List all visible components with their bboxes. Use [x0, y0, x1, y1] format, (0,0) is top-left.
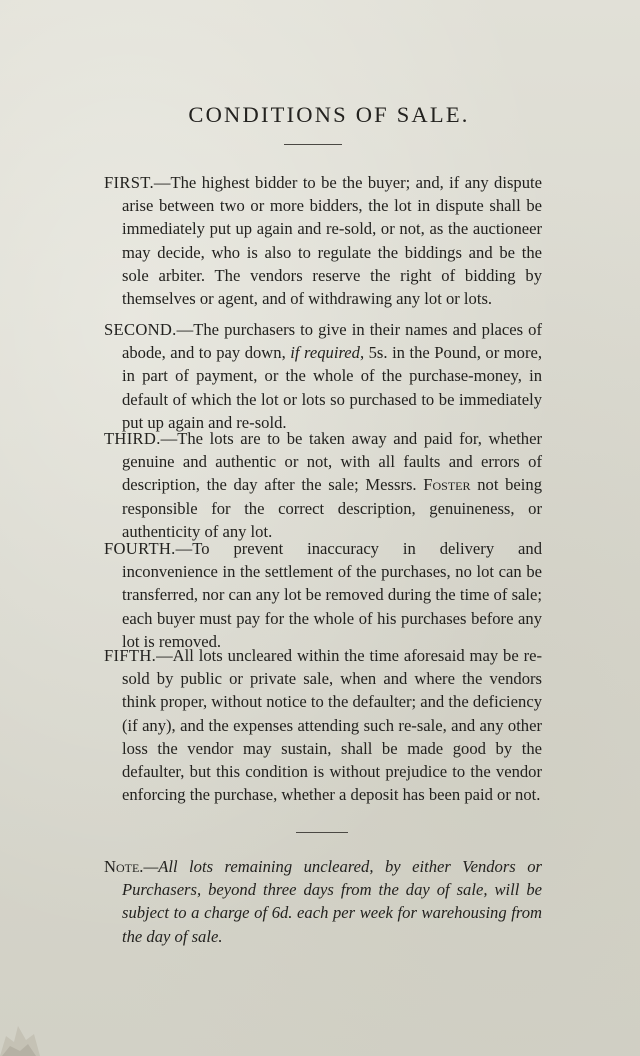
condition-first: [104, 171, 542, 310]
condition-text: not being responsible for the correct description, genuineness, or authenticity of any lot.: [122, 475, 542, 541]
condition-text: —The lots are to be taken away and paid for, whether genuine and authentic or not, with all faults and errors of description, the day after the sale; Messrs.: [122, 429, 542, 495]
condition-heading: FIRST.: [104, 173, 154, 192]
condition-third: [104, 427, 542, 543]
condition-text: —The highest bidder to be the buyer; and, if any dispute arise between two or more bidders, the lot in dispute shall be immediately put up again and re-sold, or not, as the auctioneer may decide, who is also to regulate the biddings and be the sole arbiter. The vendors reserve the right of bidding by themselves or agent, and of withdrawing any lot or lots.: [122, 173, 542, 309]
condition-fifth: [104, 644, 542, 806]
note-divider: [296, 832, 348, 833]
condition-fourth: [104, 537, 542, 653]
condition-text-italic: if required: [290, 343, 360, 363]
condition-text: , 5s. in the Pound, or more, in part of payment, or the whole of the purchase-money, in default of which the lot or lots so purchased to be immediately put up again and re-sold.: [122, 343, 542, 432]
auctioneer-name: Foster: [423, 475, 471, 495]
condition-text: —All lots uncleared within the time aforesaid may be re-sold by public or private sale, when and where the vendors think proper, without notice to the defaulter; and the deficiency (if any), and the expenses attending such re-sale, and any other loss the vendor may sustain, shall be made good by the defaulter, but this condition is without prejudice to the vendor enforcing the purchase, whether a deposit has been paid or not.: [122, 646, 542, 805]
condition-text: —To prevent inaccuracy in delivery and inconvenience in the settlement of the purchases, no lot can be transferred, nor can any lot be removed during the time of sale; each buyer must pay for the whole of his purchases before any lot is removed.: [122, 539, 542, 651]
condition-heading: FIFTH.: [104, 646, 157, 665]
note-heading: Note.: [104, 857, 144, 876]
note-text: —All lots remaining uncleared, by either Vendors or Purchasers, beyond three days from the day of sale, will be subject to a charge of 6d. each per week for warehousing from the day of sale.: [122, 857, 542, 946]
condition-heading: THIRD.: [104, 429, 161, 448]
title-divider: [284, 144, 342, 145]
warehousing-note: [104, 855, 542, 948]
condition-heading: SECOND.: [104, 320, 177, 339]
condition-heading: FOURTH.: [104, 539, 176, 558]
paper-wear-mark: [0, 996, 70, 1056]
page-title: CONDITIONS OF SALE.: [188, 102, 470, 127]
condition-text: —The purchasers to give in their names and places of abode, and to pay down,: [122, 320, 542, 363]
condition-second: [104, 318, 542, 434]
